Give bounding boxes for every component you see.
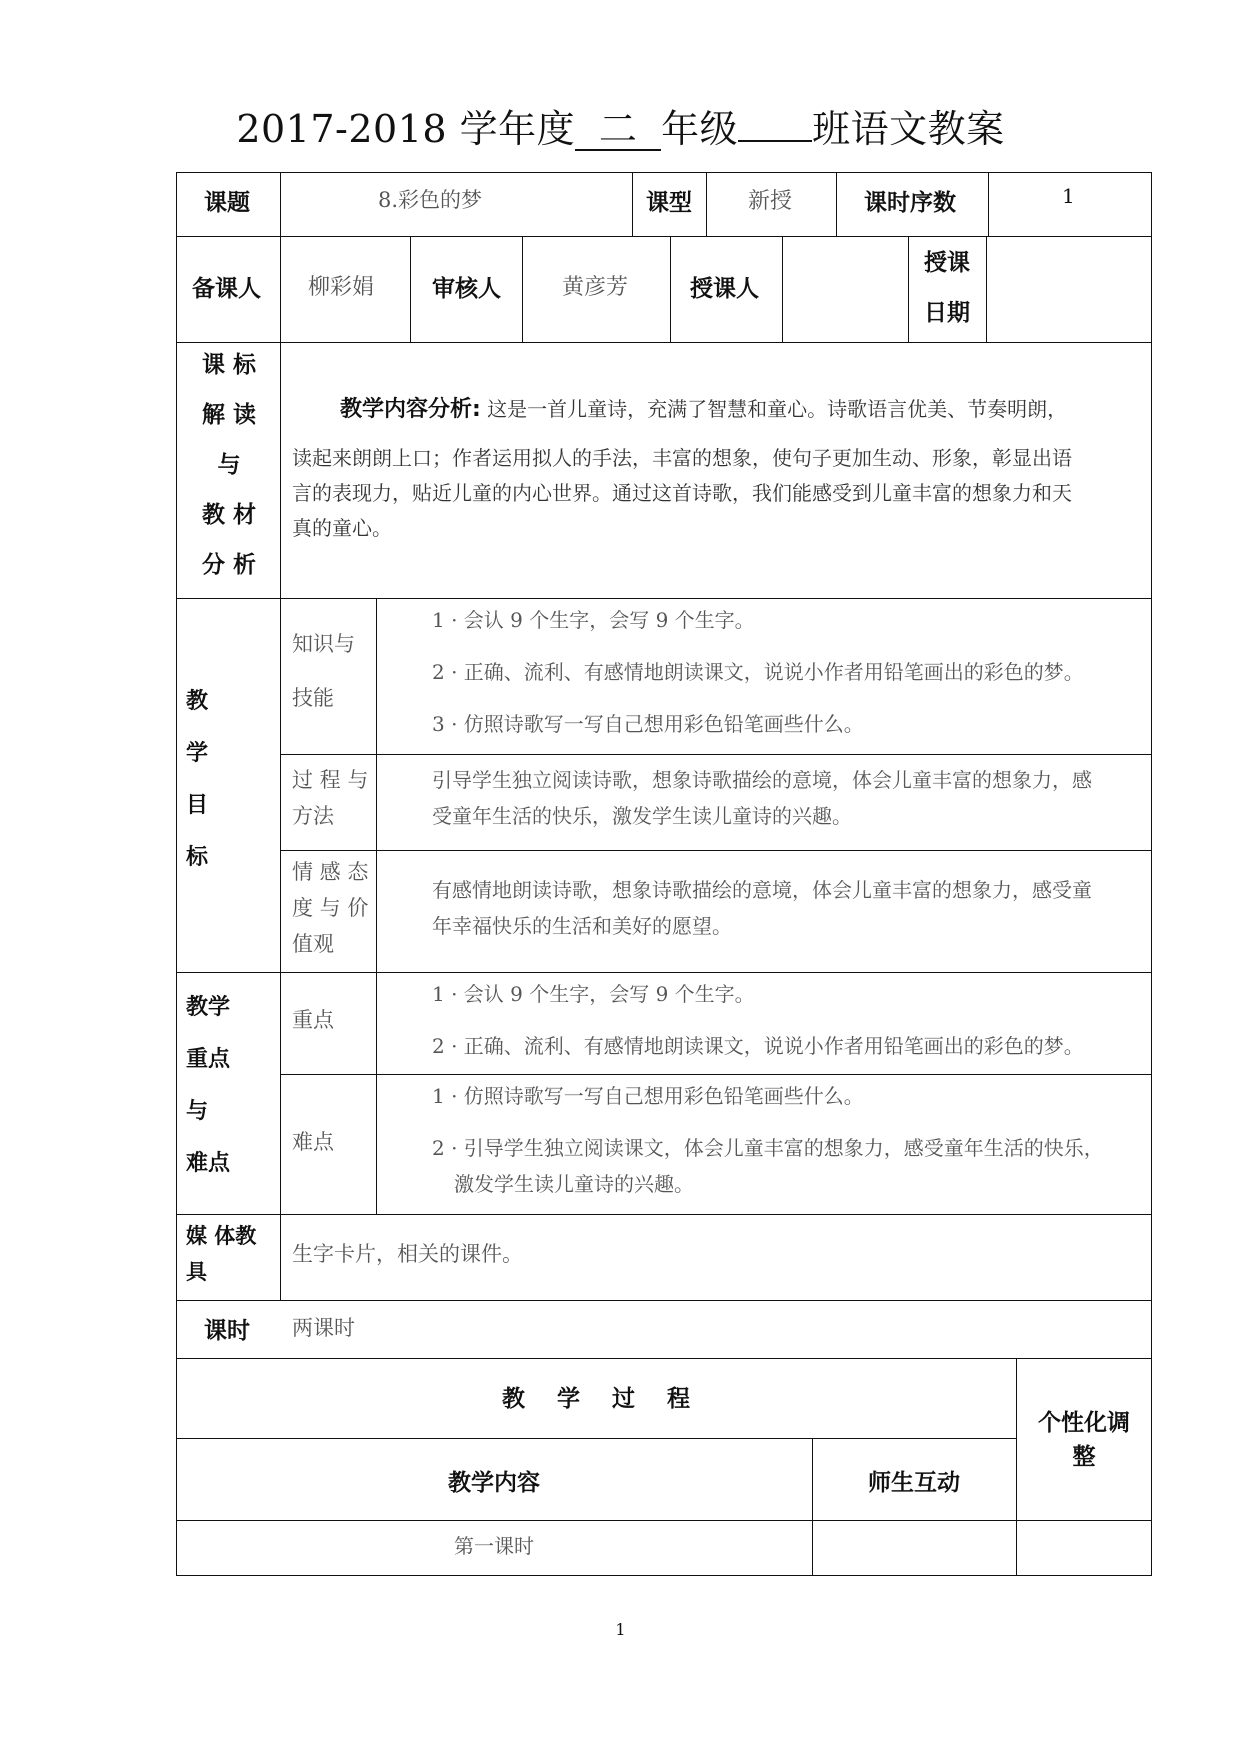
title-class-blank [738,140,812,142]
page-number: 1 [615,1620,626,1639]
key-points-label-line: 与 [186,1099,209,1124]
interaction-header: 师生互动 [868,1470,960,1496]
row-divider [176,598,1152,599]
row-divider [176,972,1152,973]
type-value: 新授 [748,189,793,214]
difficulty-item: 2 · 引导学生独立阅读课文，体会儿童丰富的想象力，感受童年生活的快乐， [432,1136,1104,1160]
emotion-label: 度 与 价 [292,896,369,920]
difficulty-item: 激发学生读儿童诗的兴趣。 [454,1172,694,1196]
preparer-label: 备课人 [192,276,261,302]
analysis-line: 真的童心。 [292,516,392,540]
row-divider [176,1438,1016,1439]
objectives-label-line: 标 [186,845,209,870]
reviewer-label: 审核人 [432,276,501,302]
period-number-label: 课时序数 [864,190,956,216]
row-divider [176,1300,1152,1301]
preparer-value: 柳彩娟 [308,275,375,300]
hours-label: 课时 [204,1318,250,1344]
col-divider [280,172,281,236]
process-heading: 教 学 过 程 [501,1386,691,1412]
process-method-text: 引导学生独立阅读诗歌，想象诗歌描绘的意境，体会儿童丰富的想象力，感 [432,768,1092,792]
knowledge-label: 技能 [292,686,334,710]
process-method-label: 过 程 与 [292,768,369,792]
row-divider [176,1520,1152,1521]
key-points-label [186,982,246,1190]
key-points-label-line: 重点 [186,1047,231,1072]
process-method-text: 受童年生活的快乐，激发学生读儿童诗的兴趣。 [432,804,852,828]
page-title [0,98,1241,153]
col-divider [522,236,523,342]
emotion-text: 有感情地朗读诗歌，想象诗歌描绘的意境，体会儿童丰富的想象力，感受童 [432,878,1092,902]
col-divider [782,236,783,342]
personal-adjust-label: 个性化调 [1038,1410,1130,1436]
focus-item: 1 · 会认 9 个生字，会写 9 个生字。 [432,982,755,1006]
col-divider [908,236,909,342]
col-divider [986,236,987,342]
type-label: 课型 [646,190,692,216]
media-value: 生字卡片，相关的课件。 [292,1242,523,1266]
analysis-label-line: 与 [217,452,241,478]
emotion-text: 年幸福快乐的生活和美好的愿望。 [432,914,732,938]
objectives-label-line: 学 [186,741,209,766]
hours-value: 两课时 [292,1316,355,1340]
title-suffix: 班语文教案 [812,107,1005,151]
objectives-label [186,676,208,884]
analysis-label-line: 课 标 [201,352,256,378]
key-points-label-line: 难点 [186,1151,231,1176]
col-divider [410,236,411,342]
col-divider [280,342,281,1300]
difficulty-label: 难点 [292,1130,334,1154]
analysis-label-line: 解 读 [201,402,256,428]
analysis-label-line: 分 析 [201,552,256,578]
analysis-heading: 教学内容分析: [340,397,481,422]
col-divider [280,236,281,342]
row-divider [176,342,1152,343]
analysis-line: 这是一首儿童诗，充满了智慧和童心。诗歌语言优美、节奏明朗， [487,397,1068,421]
objectives-label-line: 教 [186,689,209,714]
key-points-label-line: 教学 [186,995,231,1020]
row-divider [176,1214,1152,1215]
objectives-label-line: 目 [186,793,209,818]
emotion-label: 值观 [292,932,334,956]
col-divider [670,236,671,342]
analysis-text [292,392,1142,546]
row-divider [176,1358,1152,1359]
process-method-label: 方法 [292,804,334,828]
content-header: 教学内容 [448,1470,540,1496]
topic-label: 课题 [204,190,250,216]
knowledge-item: 2 · 正确、流利、有感情地朗读课文，说说小作者用铅笔画出的彩色的梦。 [432,660,1084,684]
analysis-label [186,340,272,590]
personal-adjust-label: 整 [1072,1444,1096,1470]
date-label-top: 授课 [924,250,970,276]
focus-item: 2 · 正确、流利、有感情地朗读课文，说说小作者用铅笔画出的彩色的梦。 [432,1034,1084,1058]
col-divider [632,172,633,236]
knowledge-item: 3 · 仿照诗歌写一写自己想用彩色铅笔画些什么。 [432,712,864,736]
row-divider [176,236,1152,237]
teacher-label: 授课人 [690,276,759,302]
first-period-label: 第一课时 [454,1534,534,1558]
reviewer-value: 黄彦芳 [562,275,629,300]
period-number-value: 1 [1062,184,1075,208]
col-divider [706,172,707,236]
col-divider [836,172,837,236]
difficulty-item: 1 · 仿照诗歌写一写自己想用彩色铅笔画些什么。 [432,1084,864,1108]
row-divider [280,850,1152,851]
title-grade: 二 [575,109,661,151]
topic-value: 8.彩色的梦 [378,188,483,212]
knowledge-item: 1 · 会认 9 个生字，会写 9 个生字。 [432,608,755,632]
knowledge-label: 知识与 [292,632,355,656]
row-divider [280,754,1152,755]
row-divider [280,1074,1152,1075]
media-label: 具 [186,1260,207,1284]
col-divider [812,1438,813,1576]
media-label: 媒 体教 [186,1224,257,1248]
title-grade-suffix: 年级 [661,107,739,151]
emotion-label: 情 感 态 [292,860,369,884]
title-year: 2017-2018 学年度 [236,107,576,151]
analysis-line: 言的表现力，贴近儿童的内心世界。通过这首诗歌，我们能感受到儿童丰富的想象力和天 [292,481,1072,505]
date-label-bottom: 日期 [924,300,970,326]
col-divider [988,172,989,236]
col-divider [376,598,377,1214]
analysis-line: 读起来朗朗上口；作者运用拟人的手法，丰富的想象，使句子更加生动、形象，彰显出语 [292,446,1072,470]
analysis-label-line: 教 材 [201,502,256,528]
focus-label: 重点 [292,1008,334,1032]
